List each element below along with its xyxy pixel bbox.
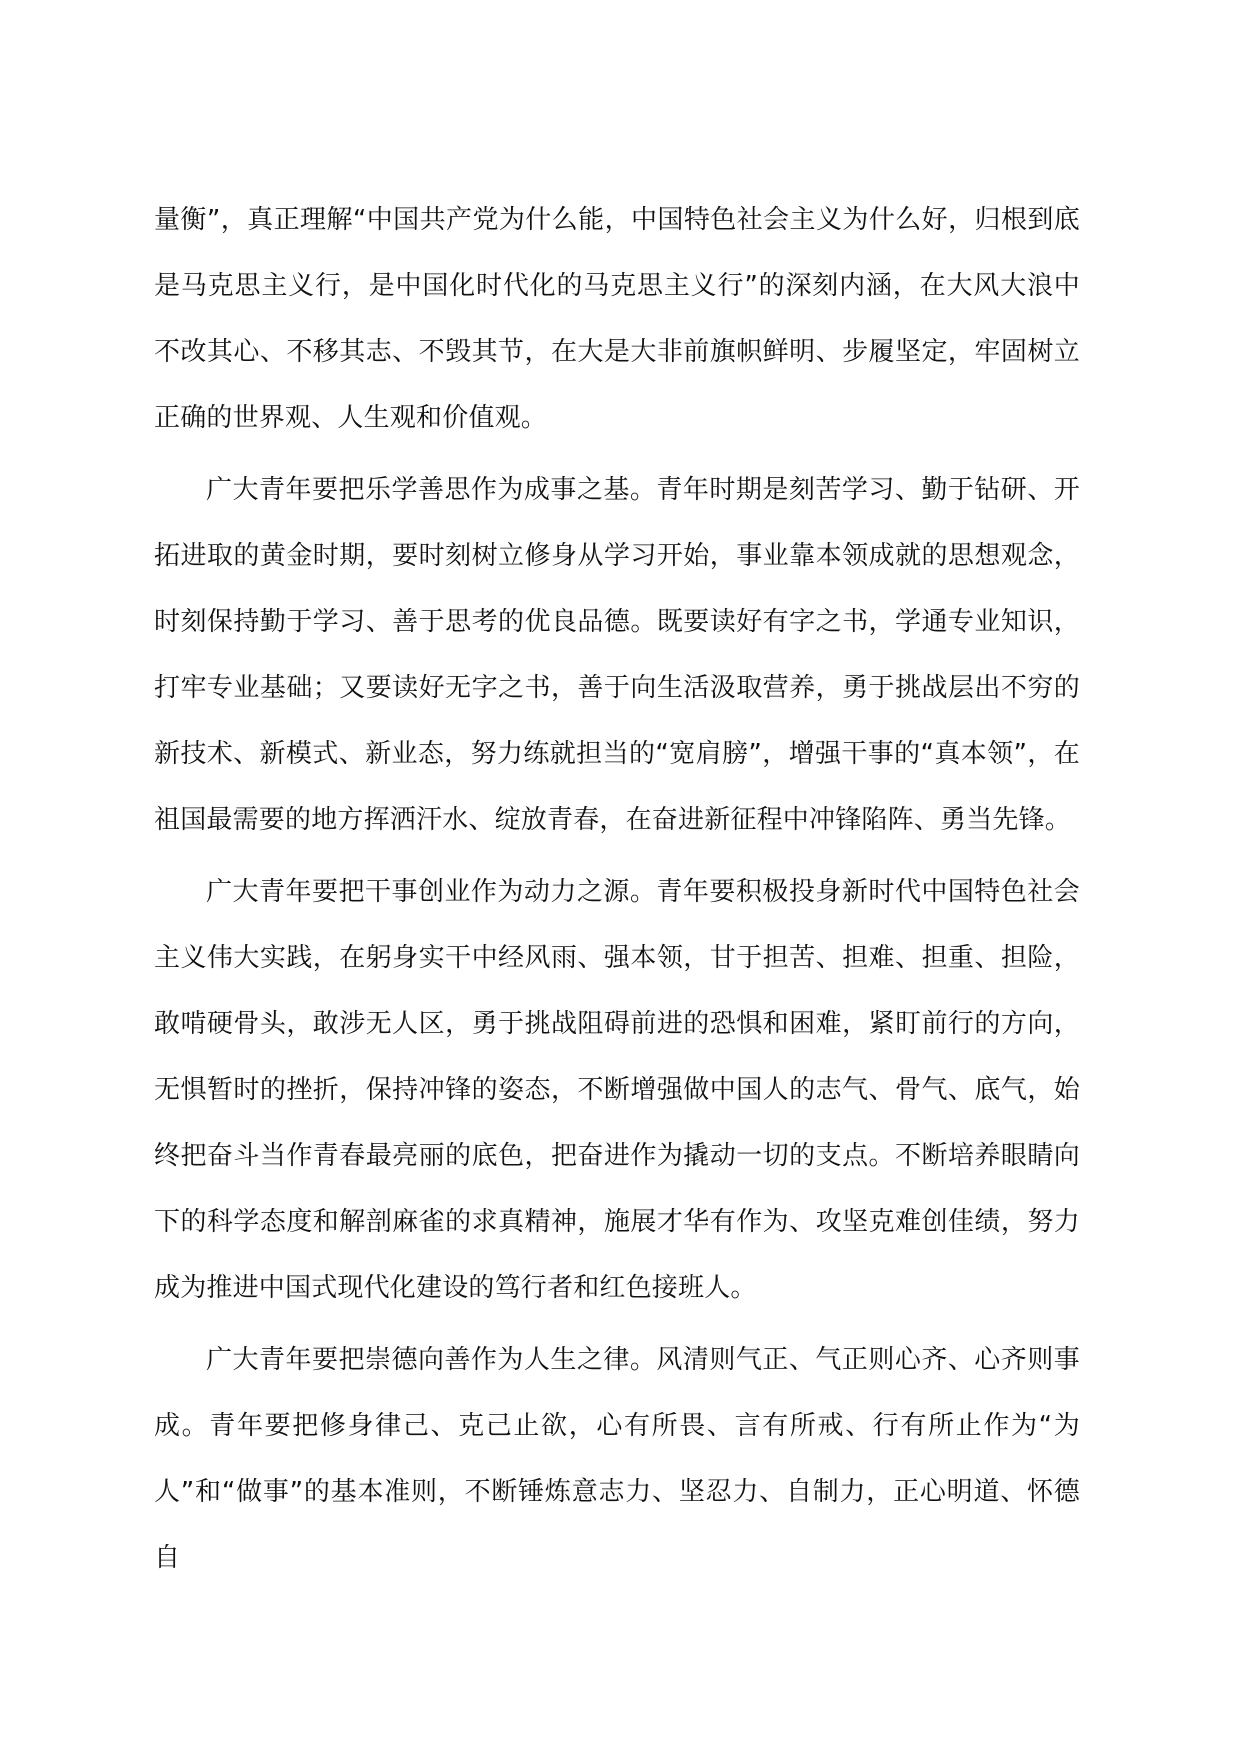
paragraph-learning: 广大青年要把乐学善思作为成事之基。青年时期是刻苦学习、勤于钻研、开拓进取的黄金时期，要时刻树立修身从学习开始，事业靠本领成就的思想观念，时刻保持勤于学习、善于思考的优良品德。既要读好有字之书，学通专业知识，打牢专业基础；又要读好无字之书，善于向生活汲取营养，勇于挑战层出不穷的新技术、新模式、新业态，努力练就担当的“宽肩膀”，增强干事的“真本领”，在祖国最需要的地方挥洒汗水、绽放青春，在奋进新征程中冲锋陷阵、勇当先锋。 (154, 475, 1080, 835)
document-page (154, 187, 1080, 1597)
paragraph-virtue: 广大青年要把崇德向善作为人生之律。风清则气正、气正则心齐、心齐则事成。青年要把修身律己、克己止欲，心有所畏、言有所戒、行有所止作为“为人”和“做事”的基本准则，不断锤炼意志力、坚忍力、自制力，正心明道、怀德自 (154, 1345, 1080, 1573)
paragraph-continuation: 量衡”，真正理解“中国共产党为什么能，中国特色社会主义为什么好，归根到底是马克思主义行，是中国化时代化的马克思主义行”的深刻内涵，在大风大浪中不改其心、不移其志、不毁其节，在大是大非前旗帜鲜明、步履坚定，牢固树立正确的世界观、人生观和价值观。 (154, 205, 1080, 433)
paragraph-entrepreneurship: 广大青年要把干事创业作为动力之源。青年要积极投身新时代中国特色社会主义伟大实践，在躬身实干中经风雨、强本领，甘于担苦、担难、担重、担险，敢啃硬骨头，敢涉无人区，勇于挑战阻碍前进的恐惧和困难，紧盯前行的方向，无惧暂时的挫折，保持冲锋的姿态，不断增强做中国人的志气、骨气、底气，始终把奋斗当作青春最亮丽的底色，把奋进作为撬动一切的支点。不断培养眼睛向下的科学态度和解剖麻雀的求真精神，施展才华有作为、攻坚克难创佳绩，努力成为推进中国式现代化建设的笃行者和红色接班人。 (154, 877, 1080, 1303)
